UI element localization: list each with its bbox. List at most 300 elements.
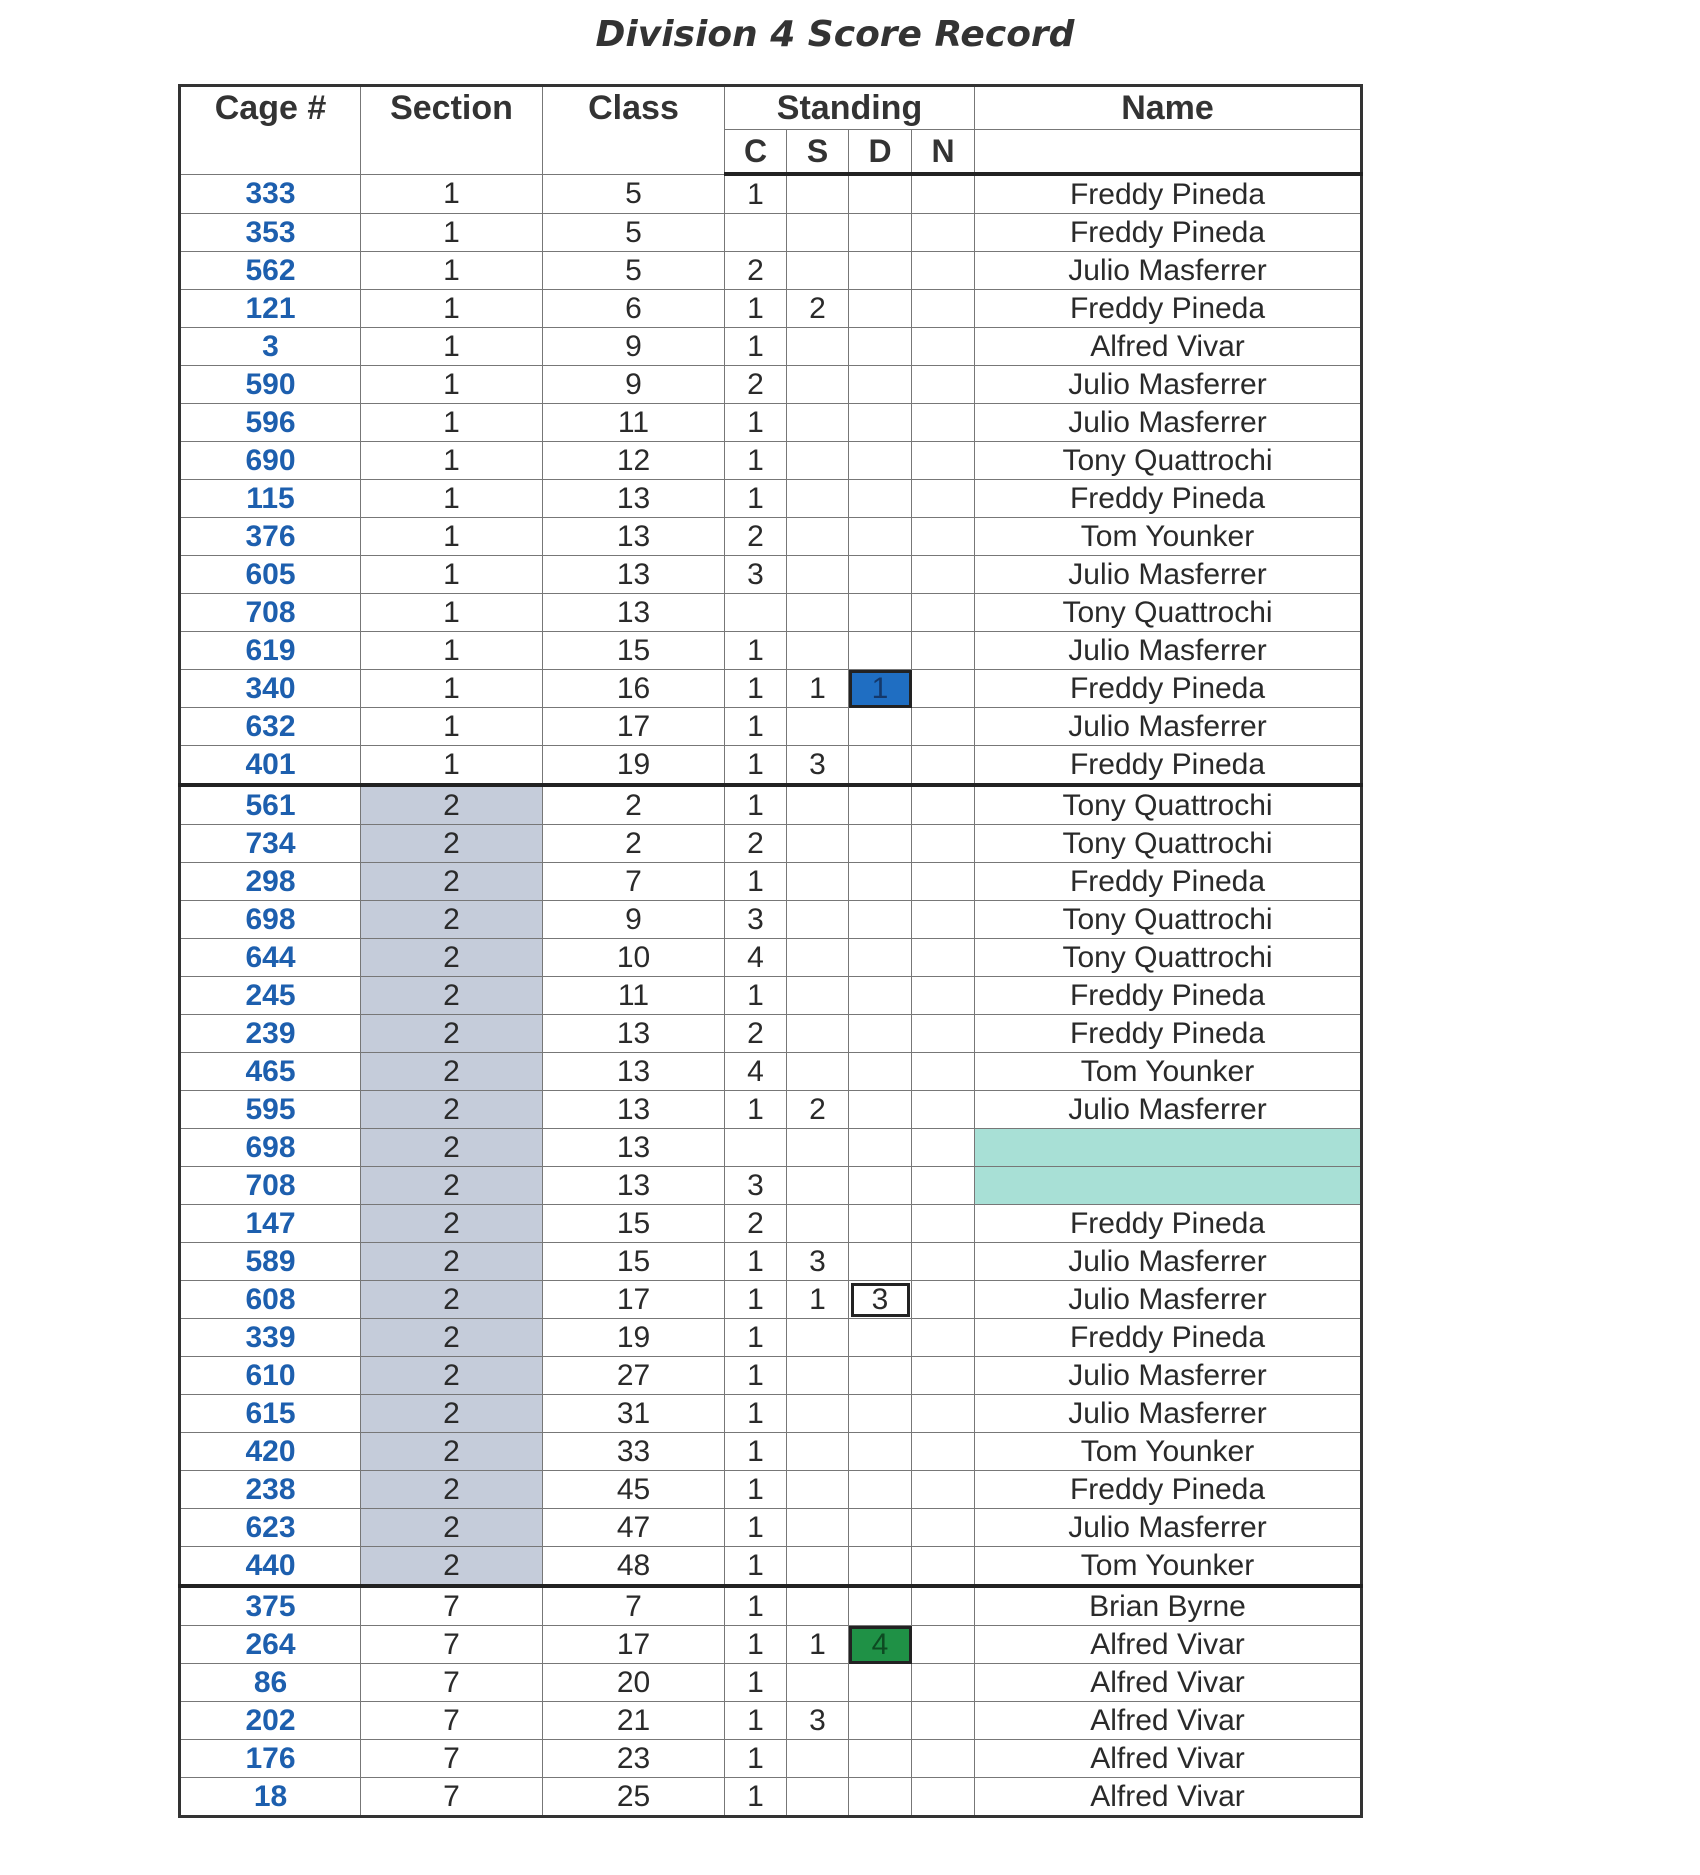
name-cell: Alfred Vivar bbox=[975, 1664, 1362, 1702]
section-cell: 2 bbox=[361, 785, 543, 825]
standing-d-cell bbox=[849, 1053, 912, 1091]
table-row bbox=[180, 746, 1362, 786]
standing-c-cell bbox=[725, 1129, 787, 1167]
standing-c-cell: 1 bbox=[725, 290, 787, 328]
cage-cell: 589 bbox=[180, 1243, 361, 1281]
standing-d-cell bbox=[849, 825, 912, 863]
name-cell: Freddy Pineda bbox=[975, 746, 1362, 786]
standing-n-cell bbox=[912, 939, 975, 977]
standing-c-cell: 3 bbox=[725, 1167, 787, 1205]
standing-n-cell bbox=[912, 1509, 975, 1547]
name-cell: Tony Quattrochi bbox=[975, 939, 1362, 977]
standing-c-cell: 1 bbox=[725, 977, 787, 1015]
table-row bbox=[180, 1433, 1362, 1471]
standing-n-cell bbox=[912, 632, 975, 670]
standing-s-cell bbox=[787, 1471, 849, 1509]
name-cell: Freddy Pineda bbox=[975, 174, 1362, 214]
table-row bbox=[180, 863, 1362, 901]
standing-c-cell: 1 bbox=[725, 328, 787, 366]
table-row bbox=[180, 1395, 1362, 1433]
name-cell: Freddy Pineda bbox=[975, 1471, 1362, 1509]
cage-cell: 690 bbox=[180, 442, 361, 480]
standing-n-cell bbox=[912, 1471, 975, 1509]
standing-n-cell bbox=[912, 1395, 975, 1433]
standing-d-cell bbox=[849, 1664, 912, 1702]
cage-cell: 121 bbox=[180, 290, 361, 328]
standing-n-cell bbox=[912, 901, 975, 939]
section-cell: 1 bbox=[361, 708, 543, 746]
class-cell: 19 bbox=[543, 1319, 725, 1357]
cage-cell: 115 bbox=[180, 480, 361, 518]
class-cell: 13 bbox=[543, 1129, 725, 1167]
standing-d-cell bbox=[849, 1319, 912, 1357]
standing-c-cell: 1 bbox=[725, 442, 787, 480]
table-row bbox=[180, 1015, 1362, 1053]
table-row bbox=[180, 785, 1362, 825]
class-cell: 27 bbox=[543, 1357, 725, 1395]
cage-cell: 623 bbox=[180, 1509, 361, 1547]
standing-c-cell: 2 bbox=[725, 252, 787, 290]
name-cell: Julio Masferrer bbox=[975, 1395, 1362, 1433]
section-cell: 1 bbox=[361, 174, 543, 214]
standing-d-cell bbox=[849, 901, 912, 939]
standing-c-cell: 2 bbox=[725, 825, 787, 863]
class-cell: 15 bbox=[543, 632, 725, 670]
table-row bbox=[180, 1053, 1362, 1091]
standing-s-cell bbox=[787, 1319, 849, 1357]
table-row bbox=[180, 1664, 1362, 1702]
standing-n-cell bbox=[912, 214, 975, 252]
standing-d-cell bbox=[849, 1586, 912, 1626]
name-cell: Freddy Pineda bbox=[975, 1205, 1362, 1243]
class-cell: 13 bbox=[543, 1167, 725, 1205]
name-cell: Julio Masferrer bbox=[975, 1509, 1362, 1547]
cage-cell: 596 bbox=[180, 404, 361, 442]
class-cell: 20 bbox=[543, 1664, 725, 1702]
name-cell: Julio Masferrer bbox=[975, 366, 1362, 404]
cage-cell: 239 bbox=[180, 1015, 361, 1053]
section-cell: 2 bbox=[361, 1471, 543, 1509]
cage-cell: 202 bbox=[180, 1702, 361, 1740]
standing-c-cell: 1 bbox=[725, 1778, 787, 1817]
section-cell: 2 bbox=[361, 1243, 543, 1281]
standing-c-cell: 3 bbox=[725, 901, 787, 939]
name-cell: Julio Masferrer bbox=[975, 1091, 1362, 1129]
standing-d-cell bbox=[849, 746, 912, 786]
standing-c-cell: 1 bbox=[725, 708, 787, 746]
table-row bbox=[180, 1586, 1362, 1626]
cage-cell: 353 bbox=[180, 214, 361, 252]
standing-c-cell: 1 bbox=[725, 1243, 787, 1281]
cage-cell: 3 bbox=[180, 328, 361, 366]
table-row bbox=[180, 442, 1362, 480]
standing-c-cell: 2 bbox=[725, 518, 787, 556]
page-title: Division 4 Score Record bbox=[595, 14, 1075, 55]
standing-d-cell bbox=[849, 404, 912, 442]
cage-cell: 86 bbox=[180, 1664, 361, 1702]
standing-d-cell bbox=[849, 708, 912, 746]
table-row bbox=[180, 480, 1362, 518]
standing-s-cell bbox=[787, 366, 849, 404]
score-rows bbox=[180, 174, 1362, 1817]
standing-s-cell bbox=[787, 1395, 849, 1433]
standing-d-cell bbox=[849, 1509, 912, 1547]
standing-d-cell bbox=[849, 1702, 912, 1740]
standing-n-cell bbox=[912, 1740, 975, 1778]
standing-n-cell bbox=[912, 1778, 975, 1817]
section-cell: 2 bbox=[361, 901, 543, 939]
standing-c-cell: 1 bbox=[725, 1626, 787, 1664]
class-cell: 13 bbox=[543, 1091, 725, 1129]
standing-s-cell bbox=[787, 1205, 849, 1243]
standing-d-cell: 1 bbox=[849, 670, 912, 708]
standing-n-cell bbox=[912, 442, 975, 480]
header-section: Section bbox=[361, 86, 543, 175]
section-cell: 1 bbox=[361, 290, 543, 328]
standing-s-cell bbox=[787, 556, 849, 594]
table-row bbox=[180, 1281, 1362, 1319]
name-cell: Alfred Vivar bbox=[975, 1626, 1362, 1664]
name-cell: Julio Masferrer bbox=[975, 1243, 1362, 1281]
standing-d-cell bbox=[849, 1243, 912, 1281]
standing-s-cell: 3 bbox=[787, 1243, 849, 1281]
standing-n-cell bbox=[912, 1547, 975, 1587]
standing-n-cell bbox=[912, 670, 975, 708]
standing-s-cell bbox=[787, 480, 849, 518]
standing-d-cell bbox=[849, 290, 912, 328]
cage-cell: 176 bbox=[180, 1740, 361, 1778]
name-cell: Tony Quattrochi bbox=[975, 785, 1362, 825]
standing-d-cell bbox=[849, 518, 912, 556]
table-row bbox=[180, 1702, 1362, 1740]
standing-s-cell: 1 bbox=[787, 1626, 849, 1664]
standing-s-cell bbox=[787, 1433, 849, 1471]
standing-d-cell bbox=[849, 632, 912, 670]
standing-c-cell: 1 bbox=[725, 632, 787, 670]
standing-s-cell bbox=[787, 518, 849, 556]
cage-cell: 595 bbox=[180, 1091, 361, 1129]
table-row bbox=[180, 708, 1362, 746]
section-cell: 1 bbox=[361, 670, 543, 708]
standing-d-cell bbox=[849, 1205, 912, 1243]
table-row bbox=[180, 1091, 1362, 1129]
class-cell: 13 bbox=[543, 1015, 725, 1053]
standing-s-cell bbox=[787, 214, 849, 252]
standing-s-cell bbox=[787, 404, 849, 442]
class-cell: 6 bbox=[543, 290, 725, 328]
standing-n-cell bbox=[912, 1433, 975, 1471]
standing-s-cell bbox=[787, 442, 849, 480]
table-row bbox=[180, 1205, 1362, 1243]
class-cell: 2 bbox=[543, 825, 725, 863]
name-cell bbox=[975, 1129, 1362, 1167]
table-row bbox=[180, 556, 1362, 594]
standing-s-cell: 3 bbox=[787, 746, 849, 786]
cage-cell: 465 bbox=[180, 1053, 361, 1091]
class-cell: 15 bbox=[543, 1243, 725, 1281]
standing-c-cell bbox=[725, 594, 787, 632]
cage-cell: 238 bbox=[180, 1471, 361, 1509]
standing-d-cell bbox=[849, 1433, 912, 1471]
class-cell: 10 bbox=[543, 939, 725, 977]
name-cell: Freddy Pineda bbox=[975, 977, 1362, 1015]
standing-d-cell bbox=[849, 977, 912, 1015]
section-cell: 2 bbox=[361, 825, 543, 863]
header-standing-s: S bbox=[787, 130, 849, 175]
table-row bbox=[180, 290, 1362, 328]
section-cell: 7 bbox=[361, 1586, 543, 1626]
section-cell: 1 bbox=[361, 518, 543, 556]
standing-n-cell bbox=[912, 1626, 975, 1664]
name-cell: Tony Quattrochi bbox=[975, 901, 1362, 939]
standing-d-cell bbox=[849, 863, 912, 901]
class-cell: 13 bbox=[543, 1053, 725, 1091]
standing-s-cell bbox=[787, 1586, 849, 1626]
standing-d-cell bbox=[849, 442, 912, 480]
standing-c-cell: 1 bbox=[725, 1319, 787, 1357]
cage-cell: 561 bbox=[180, 785, 361, 825]
name-cell: Julio Masferrer bbox=[975, 252, 1362, 290]
standing-n-cell bbox=[912, 404, 975, 442]
standing-c-cell: 1 bbox=[725, 1664, 787, 1702]
table-row bbox=[180, 670, 1362, 708]
cage-cell: 619 bbox=[180, 632, 361, 670]
header-cage: Cage # bbox=[180, 86, 361, 175]
section-cell: 2 bbox=[361, 1015, 543, 1053]
name-cell: Tom Younker bbox=[975, 518, 1362, 556]
standing-s-cell bbox=[787, 863, 849, 901]
cage-cell: 562 bbox=[180, 252, 361, 290]
table-row bbox=[180, 1626, 1362, 1664]
name-cell bbox=[975, 1167, 1362, 1205]
section-cell: 7 bbox=[361, 1626, 543, 1664]
name-cell: Freddy Pineda bbox=[975, 214, 1362, 252]
standing-n-cell bbox=[912, 1091, 975, 1129]
standing-s-cell: 1 bbox=[787, 1281, 849, 1319]
table-row bbox=[180, 1471, 1362, 1509]
class-cell: 16 bbox=[543, 670, 725, 708]
standing-s-cell bbox=[787, 594, 849, 632]
name-cell: Alfred Vivar bbox=[975, 1702, 1362, 1740]
standing-c-cell: 2 bbox=[725, 366, 787, 404]
standing-n-cell bbox=[912, 556, 975, 594]
table-row bbox=[180, 594, 1362, 632]
section-cell: 2 bbox=[361, 1509, 543, 1547]
name-cell: Freddy Pineda bbox=[975, 670, 1362, 708]
table-row bbox=[180, 1547, 1362, 1587]
table-row bbox=[180, 366, 1362, 404]
cage-cell: 264 bbox=[180, 1626, 361, 1664]
standing-s-cell bbox=[787, 1167, 849, 1205]
standing-s-cell bbox=[787, 1053, 849, 1091]
table-row bbox=[180, 518, 1362, 556]
standing-n-cell bbox=[912, 174, 975, 214]
section-cell: 1 bbox=[361, 366, 543, 404]
class-cell: 2 bbox=[543, 785, 725, 825]
cage-cell: 708 bbox=[180, 594, 361, 632]
name-cell: Brian Byrne bbox=[975, 1586, 1362, 1626]
class-cell: 5 bbox=[543, 214, 725, 252]
table-row bbox=[180, 1509, 1362, 1547]
cage-cell: 245 bbox=[180, 977, 361, 1015]
cage-cell: 339 bbox=[180, 1319, 361, 1357]
section-cell: 1 bbox=[361, 404, 543, 442]
standing-c-cell bbox=[725, 214, 787, 252]
name-cell: Tom Younker bbox=[975, 1433, 1362, 1471]
standing-s-cell bbox=[787, 1129, 849, 1167]
standing-c-cell: 1 bbox=[725, 1433, 787, 1471]
name-cell: Alfred Vivar bbox=[975, 1778, 1362, 1817]
class-cell: 19 bbox=[543, 746, 725, 786]
standing-d-cell bbox=[849, 480, 912, 518]
standing-s-cell: 2 bbox=[787, 1091, 849, 1129]
section-cell: 1 bbox=[361, 480, 543, 518]
class-cell: 48 bbox=[543, 1547, 725, 1587]
class-cell: 13 bbox=[543, 556, 725, 594]
section-cell: 1 bbox=[361, 556, 543, 594]
standing-n-cell bbox=[912, 977, 975, 1015]
cage-cell: 18 bbox=[180, 1778, 361, 1817]
table-row bbox=[180, 939, 1362, 977]
standing-n-cell bbox=[912, 290, 975, 328]
table-row bbox=[180, 174, 1362, 214]
cage-cell: 376 bbox=[180, 518, 361, 556]
cage-cell: 698 bbox=[180, 901, 361, 939]
standing-d-cell bbox=[849, 594, 912, 632]
table-row bbox=[180, 901, 1362, 939]
table-row bbox=[180, 1243, 1362, 1281]
standing-d-cell bbox=[849, 1091, 912, 1129]
class-cell: 13 bbox=[543, 594, 725, 632]
standing-s-cell bbox=[787, 1778, 849, 1817]
section-cell: 1 bbox=[361, 442, 543, 480]
name-cell: Julio Masferrer bbox=[975, 556, 1362, 594]
standing-d-cell bbox=[849, 1167, 912, 1205]
name-cell: Freddy Pineda bbox=[975, 1319, 1362, 1357]
standing-c-cell: 1 bbox=[725, 1547, 787, 1587]
standing-n-cell bbox=[912, 480, 975, 518]
table-row bbox=[180, 1778, 1362, 1817]
standing-c-cell: 1 bbox=[725, 1357, 787, 1395]
standing-c-cell: 2 bbox=[725, 1015, 787, 1053]
standing-c-cell: 2 bbox=[725, 1205, 787, 1243]
standing-d-cell: 4 bbox=[849, 1626, 912, 1664]
standing-n-cell bbox=[912, 825, 975, 863]
standing-s-cell bbox=[787, 939, 849, 977]
standing-d-cell bbox=[849, 1395, 912, 1433]
standing-d-cell bbox=[849, 1547, 912, 1587]
standing-n-cell bbox=[912, 1015, 975, 1053]
standing-n-cell bbox=[912, 1205, 975, 1243]
header-standing-c: C bbox=[725, 130, 787, 175]
standing-c-cell: 1 bbox=[725, 670, 787, 708]
cage-cell: 333 bbox=[180, 174, 361, 214]
class-cell: 21 bbox=[543, 1702, 725, 1740]
standing-c-cell: 1 bbox=[725, 1091, 787, 1129]
standing-n-cell bbox=[912, 366, 975, 404]
standing-s-cell bbox=[787, 785, 849, 825]
standing-c-cell: 1 bbox=[725, 480, 787, 518]
standing-d-cell bbox=[849, 785, 912, 825]
standing-d-cell bbox=[849, 252, 912, 290]
class-cell: 15 bbox=[543, 1205, 725, 1243]
section-cell: 2 bbox=[361, 1547, 543, 1587]
standing-d-cell bbox=[849, 366, 912, 404]
class-cell: 45 bbox=[543, 1471, 725, 1509]
section-cell: 2 bbox=[361, 1129, 543, 1167]
name-cell: Tony Quattrochi bbox=[975, 825, 1362, 863]
table-row bbox=[180, 977, 1362, 1015]
cage-cell: 440 bbox=[180, 1547, 361, 1587]
name-cell: Julio Masferrer bbox=[975, 1357, 1362, 1395]
cage-cell: 375 bbox=[180, 1586, 361, 1626]
class-cell: 31 bbox=[543, 1395, 725, 1433]
cage-cell: 610 bbox=[180, 1357, 361, 1395]
name-cell: Julio Masferrer bbox=[975, 1281, 1362, 1319]
table-row bbox=[180, 252, 1362, 290]
standing-d-cell bbox=[849, 1778, 912, 1817]
class-cell: 5 bbox=[543, 174, 725, 214]
standing-c-cell: 1 bbox=[725, 1586, 787, 1626]
table-row bbox=[180, 1129, 1362, 1167]
standing-c-cell: 1 bbox=[725, 174, 787, 214]
standing-d-cell bbox=[849, 214, 912, 252]
table-row bbox=[180, 328, 1362, 366]
header-standing-n: N bbox=[912, 130, 975, 175]
standing-c-cell: 1 bbox=[725, 1740, 787, 1778]
class-cell: 9 bbox=[543, 901, 725, 939]
cage-cell: 590 bbox=[180, 366, 361, 404]
cage-cell: 147 bbox=[180, 1205, 361, 1243]
standing-d-cell bbox=[849, 1015, 912, 1053]
name-cell: Tom Younker bbox=[975, 1547, 1362, 1587]
class-cell: 17 bbox=[543, 1626, 725, 1664]
cage-cell: 734 bbox=[180, 825, 361, 863]
standing-d-cell bbox=[849, 939, 912, 977]
class-cell: 7 bbox=[543, 1586, 725, 1626]
standing-d-cell bbox=[849, 328, 912, 366]
standing-d-cell: 3 bbox=[849, 1281, 912, 1319]
section-cell: 1 bbox=[361, 746, 543, 786]
table-row bbox=[180, 825, 1362, 863]
standing-c-cell: 1 bbox=[725, 785, 787, 825]
standing-n-cell bbox=[912, 1702, 975, 1740]
standing-n-cell bbox=[912, 328, 975, 366]
standing-n-cell bbox=[912, 594, 975, 632]
section-cell: 7 bbox=[361, 1740, 543, 1778]
class-cell: 17 bbox=[543, 708, 725, 746]
table-row bbox=[180, 404, 1362, 442]
section-cell: 2 bbox=[361, 977, 543, 1015]
section-cell: 1 bbox=[361, 252, 543, 290]
name-cell: Freddy Pineda bbox=[975, 290, 1362, 328]
name-cell: Tony Quattrochi bbox=[975, 442, 1362, 480]
standing-s-cell bbox=[787, 632, 849, 670]
name-cell: Tony Quattrochi bbox=[975, 594, 1362, 632]
name-cell: Alfred Vivar bbox=[975, 1740, 1362, 1778]
table-row bbox=[180, 1357, 1362, 1395]
section-cell: 2 bbox=[361, 1319, 543, 1357]
standing-n-cell bbox=[912, 1357, 975, 1395]
cage-cell: 401 bbox=[180, 746, 361, 786]
cage-cell: 605 bbox=[180, 556, 361, 594]
standing-n-cell bbox=[912, 1586, 975, 1626]
name-cell: Julio Masferrer bbox=[975, 708, 1362, 746]
class-cell: 11 bbox=[543, 977, 725, 1015]
header-standing: Standing bbox=[725, 86, 975, 130]
standing-s-cell: 1 bbox=[787, 670, 849, 708]
standing-n-cell bbox=[912, 1664, 975, 1702]
